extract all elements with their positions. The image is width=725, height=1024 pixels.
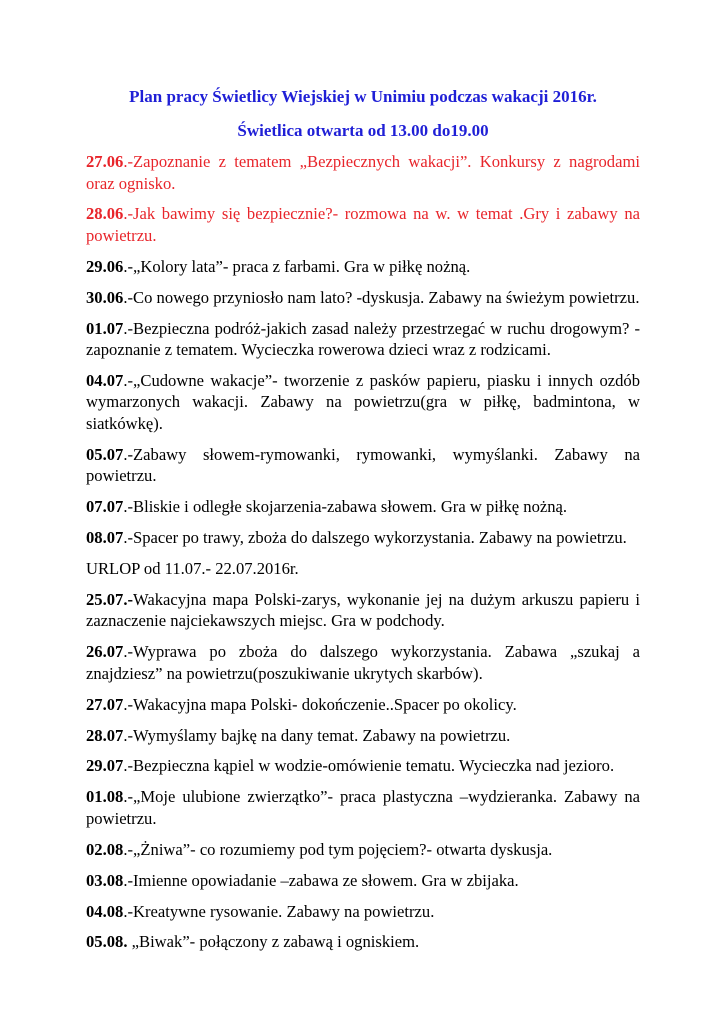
entry-date: 28.06	[86, 204, 124, 224]
schedule-entry	[86, 318, 640, 361]
entry-date: 30.06	[86, 287, 124, 307]
entry-date: 28.07	[86, 725, 124, 745]
entry-text: .-Wakacyjna mapa Polski- dokończenie..Spacer po okolicy.	[123, 694, 517, 714]
entry-date: 29.06	[86, 256, 124, 276]
entry-text: Wakacyjna mapa Polski-zarys, wykonanie jej na dużym arkuszu papieru i zaznaczenie najciekawszych miejsc. Gra w podchody.	[86, 589, 640, 631]
entry-text: .-Jak bawimy się bezpiecznie?- rozmowa na w. w temat .Gry i zabawy na powietrzu.	[86, 204, 640, 245]
entry-text: .-Bezpieczna podróż-jakich zasad należy przestrzegać w ruchu drogowym? -zapoznanie z tematem. Wycieczka rowerowa dzieci wraz z rodzicami.	[86, 318, 640, 360]
schedule-entry	[86, 839, 640, 861]
schedule-list	[86, 151, 640, 953]
document-subtitle: Świetlica otwarta od 13.00 do19.00	[237, 121, 489, 140]
schedule-entry	[86, 786, 640, 829]
document-title: Plan pracy Świetlicy Wiejskiej w Unimiu podczas wakacji 2016r.	[129, 87, 597, 106]
entry-date: 29.07	[86, 756, 124, 776]
schedule-entry	[86, 725, 640, 747]
schedule-entry	[86, 444, 640, 487]
entry-text: „Biwak”- połączony z zabawą i ogniskiem.	[127, 932, 420, 952]
schedule-entry	[86, 589, 640, 632]
entry-text: .-Bezpieczna kąpiel w wodzie-omówienie tematu. Wycieczka nad jezioro.	[123, 756, 615, 776]
schedule-entry	[86, 755, 640, 777]
entry-date: 01.07	[86, 318, 124, 338]
entry-date: 27.06	[86, 152, 124, 171]
entry-text: .-Co nowego przyniosło nam lato? -dyskusja. Zabawy na świeżym powietrzu.	[123, 287, 640, 307]
entry-text: .-Zabawy słowem-rymowanki, rymowanki, wymyślanki. Zabawy na powietrzu.	[86, 444, 640, 486]
entry-date: 25.07.-	[86, 589, 134, 609]
entry-date: 05.08.	[86, 932, 128, 952]
schedule-entry	[86, 496, 640, 518]
entry-date: 27.07	[86, 694, 124, 714]
entry-date: 05.07	[86, 444, 124, 464]
entry-text: .-Wymyślamy bajkę na dany temat. Zabawy na powietrzu.	[123, 725, 511, 745]
entry-date: 04.08	[86, 901, 124, 921]
schedule-entry	[86, 203, 640, 246]
schedule-entry	[86, 901, 640, 923]
schedule-entry	[86, 641, 640, 684]
entry-text: .-„Kolory lata”- praca z farbami. Gra w piłkę nożną.	[123, 256, 471, 276]
entry-date: 02.08	[86, 839, 124, 859]
entry-date: 07.07	[86, 497, 124, 517]
schedule-entry	[86, 370, 640, 435]
entry-date: 04.07	[86, 370, 124, 390]
entry-text: .-Kreatywne rysowanie. Zabawy na powietrzu.	[123, 901, 435, 921]
entry-text: .-„Żniwa”- co rozumiemy pod tym pojęciem?- otwarta dyskusja.	[123, 839, 553, 859]
entry-text: .-„Cudowne wakacje”- tworzenie z pasków papieru, piasku i innych ozdób wymarzonych wakacji. Zabawy na powietrzu(gra w piłkę, badmintona, w siatkówkę).	[86, 370, 640, 433]
schedule-entry	[86, 931, 640, 953]
entry-text: .-Zapoznanie z tematem „Bezpiecznych wakacji”. Konkursy z nagrodami oraz ognisko.	[86, 152, 640, 193]
entry-date: 26.07	[86, 642, 124, 662]
entry-text: .-Imienne opowiadanie –zabawa ze słowem. Gra w zbijaka.	[123, 870, 519, 890]
entry-date: 01.08	[86, 787, 124, 807]
entry-text: .-Wyprawa po zboża do dalszego wykorzystania. Zabawa „szukaj a znajdziesz” na powietrzu(poszukiwanie ukrytych skarbów).	[86, 642, 640, 683]
entry-date: 03.08	[86, 870, 124, 890]
schedule-entry	[86, 287, 640, 309]
schedule-entry	[86, 694, 640, 716]
entry-text: URLOP od 11.07.- 22.07.2016r.	[86, 559, 299, 579]
entry-date: 08.07	[86, 528, 124, 548]
document-page	[86, 86, 640, 962]
schedule-entry	[86, 256, 640, 278]
entry-text: .-Bliskie i odległe skojarzenia-zabawa słowem. Gra w piłkę nożną.	[123, 497, 568, 517]
schedule-entry	[86, 527, 640, 549]
entry-text: .-Spacer po trawy, zboża do dalszego wykorzystania. Zabawy na powietrzu.	[123, 528, 627, 548]
schedule-entry	[86, 558, 640, 580]
schedule-entry	[86, 870, 640, 892]
schedule-entry	[86, 151, 640, 194]
entry-text: .-„Moje ulubione zwierzątko”- praca plastyczna –wydzieranka. Zabawy na powietrzu.	[86, 787, 640, 828]
